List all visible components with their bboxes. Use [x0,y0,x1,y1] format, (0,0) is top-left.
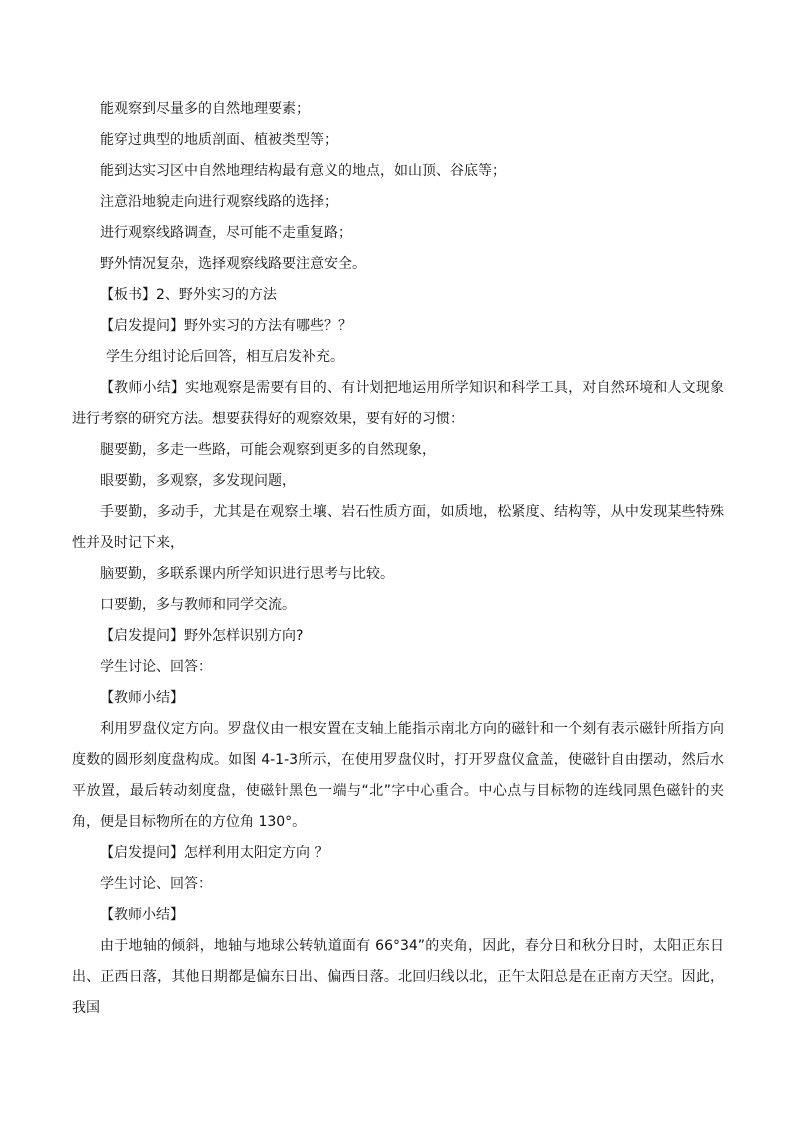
text-line: 腿要勤，多走一些路，可能会观察到更多的自然现象， [100,442,436,458]
text-line: 能穿过典型的地质剖面、植被类型等； [100,132,338,148]
document-page [72,94,724,1024]
teacher-summary-paragraph: 【教师小结】实地观察是需要有目的、有计划把地运用所学知识和科学工具，对自然环境和人文现象进行考察的研究方法。想要获得好的观察效果，要有好的习惯： [72,380,724,427]
prompt-question: 【启发提问】怎样利用太阳定方向 ？ [100,845,329,861]
teacher-summary-heading: 【教师小结】 [100,907,184,923]
prompt-question: 【启发提问】野外实习的方法有哪些？？ [100,318,352,334]
student-activity: 学生讨论、回答： [100,876,212,892]
board-heading: 【板书】2、野外实习的方法 [100,287,277,303]
text-line: 眼要勤，多观察，多发现问题， [100,473,296,489]
sun-direction-paragraph: 由于地轴的倾斜，地轴与地球公转轨道面有 66°34”的夹角，因此，春分日和秋分日时，太阳正东日出、正西日落，其他日期都是偏东日出、偏西日落。北回归线以北，正午太阳总是在正南方天空。因此，我国 [72,938,724,1016]
text-line: 能观察到尽量多的自然地理要素； [100,101,310,117]
teacher-summary-heading: 【教师小结】 [100,690,184,706]
text-line: 能到达实习区中自然地理结构最有意义的地点，如山顶、谷底等； [100,163,506,179]
student-activity: 学生讨论、回答： [100,659,212,675]
text-line: 野外情况复杂，选择观察线路要注意安全。 [100,256,366,272]
text-line: 口要勤，多与教师和同学交流。 [100,597,296,613]
compass-paragraph: 利用罗盘仪定方向。罗盘仪由一根安置在支轴上能指示南北方向的磁针和一个刻有表示磁针所指方向度数的圆形刻度盘构成。如图 4-1-3所示，在使用罗盘仪时，打开罗盘仪盒盖，使磁针自由摆动，然后水平放置，最后转动刻度盘，使磁针黑色一端与“北”字中心重合。中心点与目标物的连线同黑色磁针的夹角，便是目标物所在的方位角 130°。 [72,721,724,830]
prompt-question: 【启发提问】野外怎样识别方向? [100,628,304,644]
text-line: 进行观察线路调查，尽可能不走重复路； [100,225,352,241]
student-activity: 学生分组讨论后回答，相互启发补充。 [106,349,344,365]
text-line: 脑要勤，多联系课内所学知识进行思考与比较。 [100,566,394,582]
text-line: 注意沿地貌走向进行观察线路的选择； [100,194,338,210]
text-paragraph: 手要勤，多动手，尤其是在观察土壤、岩石性质方面，如质地，松紧度、结构等，从中发现某些特殊性并及时记下来， [72,504,724,551]
